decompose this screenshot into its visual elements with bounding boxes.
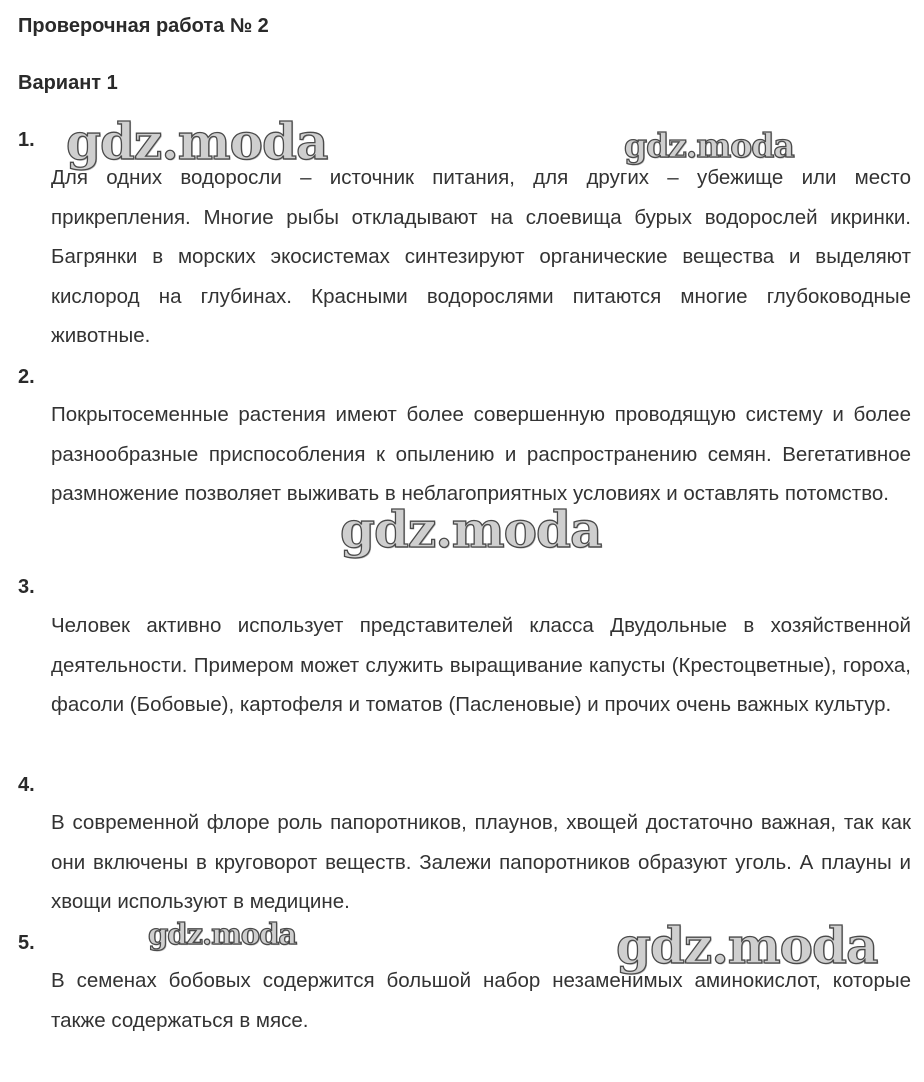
watermark-logo: gdz.moda bbox=[340, 500, 602, 559]
question-number-5: 5. bbox=[18, 932, 35, 954]
question-number-4: 4. bbox=[18, 774, 35, 796]
watermark-logo: gdz.moda bbox=[66, 112, 328, 171]
page-title: Проверочная работа № 2 bbox=[18, 15, 269, 37]
answer-4: В современной флоре роль папоротников, плаунов, хвощей достаточно важная, так как они включены в круговорот веществ. Залежи папоротников образуют уголь. А плауны и хвощи используют в медицине. bbox=[51, 811, 911, 913]
answer-2: Покрытосеменные растения имеют более совершенную проводящую систему и более разнообразные приспособления к опылению и распространению семян. Вегетативное размножение позволяет выживать в неблагоприятных условиях и оставлять потомство. bbox=[51, 403, 911, 505]
answer-3: Человек активно использует представителей класса Двудольные в хозяйственной деятельности. Примером может служить выращивание капусты (Крестоцветные), гороха, фасоли (Бобовые), картофеля и томатов (Пасленовые) и прочих очень важных культур. bbox=[51, 614, 911, 716]
answer-5: В семенах бобовых содержится большой набор незаменимых аминокислот, которые также содержаться в мясе. bbox=[51, 969, 911, 1032]
answer-1: Для одних водоросли – источник питания, для других – убежище или место прикрепления. Многие рыбы откладывают на слоевища бурых водорослей икринки. Багрянки в морских экосистемах синтезируют органические вещества и выделяют кислород на глубинах. Красными водорослями питаются многие глубоководные животные. bbox=[51, 166, 911, 347]
question-number-2: 2. bbox=[18, 366, 35, 388]
watermark-logo: gdz.moda bbox=[616, 916, 878, 975]
watermark-logo: gdz.moda bbox=[148, 917, 297, 951]
watermark-logo: gdz.moda bbox=[624, 126, 794, 165]
variant-heading: Вариант 1 bbox=[18, 72, 118, 94]
question-number-1: 1. bbox=[18, 129, 35, 151]
question-number-3: 3. bbox=[18, 576, 35, 598]
